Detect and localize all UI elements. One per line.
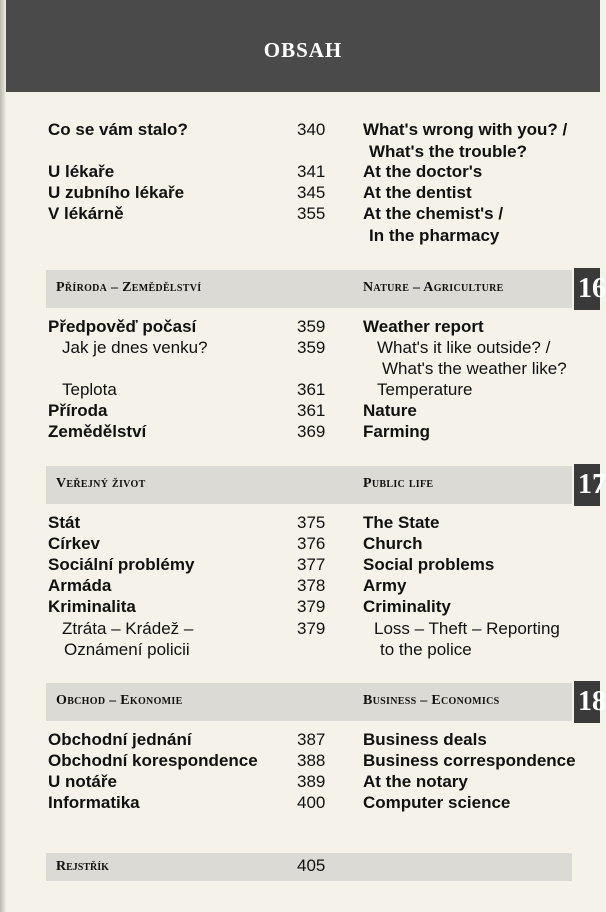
entry-page: 341 — [297, 162, 326, 181]
toc-entry[interactable] — [0, 512, 600, 534]
index-label: Rejstřík — [56, 859, 109, 874]
toc-entry[interactable] — [0, 533, 600, 555]
toc-entry-continuation — [0, 639, 600, 661]
entry-page: 379 — [297, 597, 326, 616]
entry-english: Farming — [363, 422, 431, 441]
entry-page: 359 — [297, 317, 326, 336]
entry-page: 345 — [297, 183, 326, 202]
chapter-tab[interactable]: 17 — [574, 464, 600, 506]
entry-english: Temperature — [377, 380, 473, 399]
entry-page: 361 — [297, 380, 326, 399]
entry-page: 355 — [297, 204, 326, 223]
entry-english: Army — [363, 576, 407, 595]
toc-entry[interactable] — [0, 119, 600, 141]
section-header-business[interactable] — [46, 683, 572, 721]
entry-page: 389 — [297, 772, 326, 791]
entry-english: At the chemist's / — [363, 204, 504, 223]
toc-entry[interactable] — [0, 792, 600, 814]
section-header-nature[interactable] — [46, 270, 572, 308]
toc-entry[interactable] — [0, 771, 600, 793]
entry-page: 378 — [297, 576, 326, 595]
entry-english: Social problems — [363, 555, 495, 574]
entry-czech: V lékárně — [48, 204, 124, 223]
section-title-english: Nature – Agriculture — [363, 280, 504, 295]
toc-entry[interactable] — [0, 596, 600, 618]
toc-entry-continuation — [0, 225, 600, 247]
entry-english: At the notary — [363, 772, 468, 791]
entry-english-cont: What's the weather like? — [382, 359, 567, 378]
entry-czech: Ztráta – Krádež – — [62, 619, 194, 638]
toc-entry[interactable] — [0, 203, 600, 225]
entry-english-cont: In the pharmacy — [369, 226, 500, 245]
chapter-tab[interactable]: 16 — [574, 268, 600, 310]
entry-page: 387 — [297, 730, 326, 749]
toc-entry[interactable] — [0, 554, 600, 576]
entry-english: Nature — [363, 401, 417, 420]
section-title-czech: Veřejný život — [56, 476, 146, 491]
entry-czech: Obchodní korespondence — [48, 751, 258, 770]
entry-page: 376 — [297, 534, 326, 553]
entry-czech: Kriminalita — [48, 597, 136, 616]
entry-page: 359 — [297, 338, 326, 357]
toc-entry[interactable] — [0, 729, 600, 751]
entry-page: 388 — [297, 751, 326, 770]
entry-page: 400 — [297, 793, 326, 812]
entry-english: At the doctor's — [363, 162, 483, 181]
toc-entry[interactable] — [0, 161, 600, 183]
entry-page: 369 — [297, 422, 326, 441]
entry-czech: U notáře — [48, 772, 117, 791]
entry-czech: Obchodní jednání — [48, 730, 192, 749]
entry-czech: Zemědělství — [48, 422, 147, 441]
index-entry[interactable] — [46, 853, 572, 881]
entry-page: 375 — [297, 513, 326, 532]
entry-czech: U zubního lékaře — [48, 183, 185, 202]
entry-page: 340 — [297, 120, 326, 139]
chapter-tab[interactable]: 18 — [574, 681, 600, 723]
entry-english-cont: to the police — [380, 640, 472, 659]
entry-czech: U lékaře — [48, 162, 115, 181]
entry-english: What's wrong with you? / — [363, 120, 568, 139]
section-title-english: Business – Economics — [363, 693, 500, 708]
entry-english: The State — [363, 513, 440, 532]
toc-entry[interactable] — [0, 316, 600, 338]
toc-entry-continuation — [0, 141, 600, 163]
page-title: OBSAH — [263, 38, 343, 62]
section-title-czech: Obchod – Ekonomie — [56, 693, 183, 708]
entry-english: Weather report — [363, 317, 484, 336]
entry-czech: Sociální problémy — [48, 555, 195, 574]
entry-czech: Předpověď počasí — [48, 317, 197, 336]
entry-english: Computer science — [363, 793, 511, 812]
toc-subentry[interactable] — [0, 618, 600, 640]
toc-entry[interactable] — [0, 750, 600, 772]
entry-czech-cont: Oznámení policii — [64, 640, 190, 659]
index-page: 405 — [297, 856, 326, 875]
entry-english-cont: What's the trouble? — [369, 142, 527, 161]
toc-entry[interactable] — [0, 400, 600, 422]
entry-czech: Jak je dnes venku? — [62, 338, 208, 357]
entry-czech: Informatika — [48, 793, 140, 812]
toc-subentry[interactable] — [0, 337, 600, 359]
entry-czech: Armáda — [48, 576, 112, 595]
toc-entry[interactable] — [0, 421, 600, 443]
entry-page: 377 — [297, 555, 326, 574]
entry-czech: Příroda — [48, 401, 108, 420]
entry-czech: Teplota — [62, 380, 117, 399]
toc-entry[interactable] — [0, 182, 600, 204]
toc-entry[interactable] — [0, 575, 600, 597]
section-title-english: Public life — [363, 476, 434, 491]
entry-english: Business correspondence — [363, 751, 576, 770]
entry-english: Criminality — [363, 597, 451, 616]
toc-entry-continuation — [0, 358, 600, 380]
entry-english: At the dentist — [363, 183, 472, 202]
entry-czech: Církev — [48, 534, 100, 553]
section-title-czech: Příroda – Zemědělství — [56, 280, 202, 295]
entry-page: 379 — [297, 619, 326, 638]
entry-czech: Co se vám stalo? — [48, 120, 188, 139]
entry-czech: Stát — [48, 513, 81, 532]
entry-english: Church — [363, 534, 423, 553]
entry-page: 361 — [297, 401, 326, 420]
entry-english: What's it like outside? / — [377, 338, 551, 357]
toc-subentry[interactable] — [0, 379, 600, 401]
entry-english: Business deals — [363, 730, 487, 749]
entry-english: Loss – Theft – Reporting — [374, 619, 560, 638]
section-header-public-life[interactable] — [46, 466, 572, 504]
